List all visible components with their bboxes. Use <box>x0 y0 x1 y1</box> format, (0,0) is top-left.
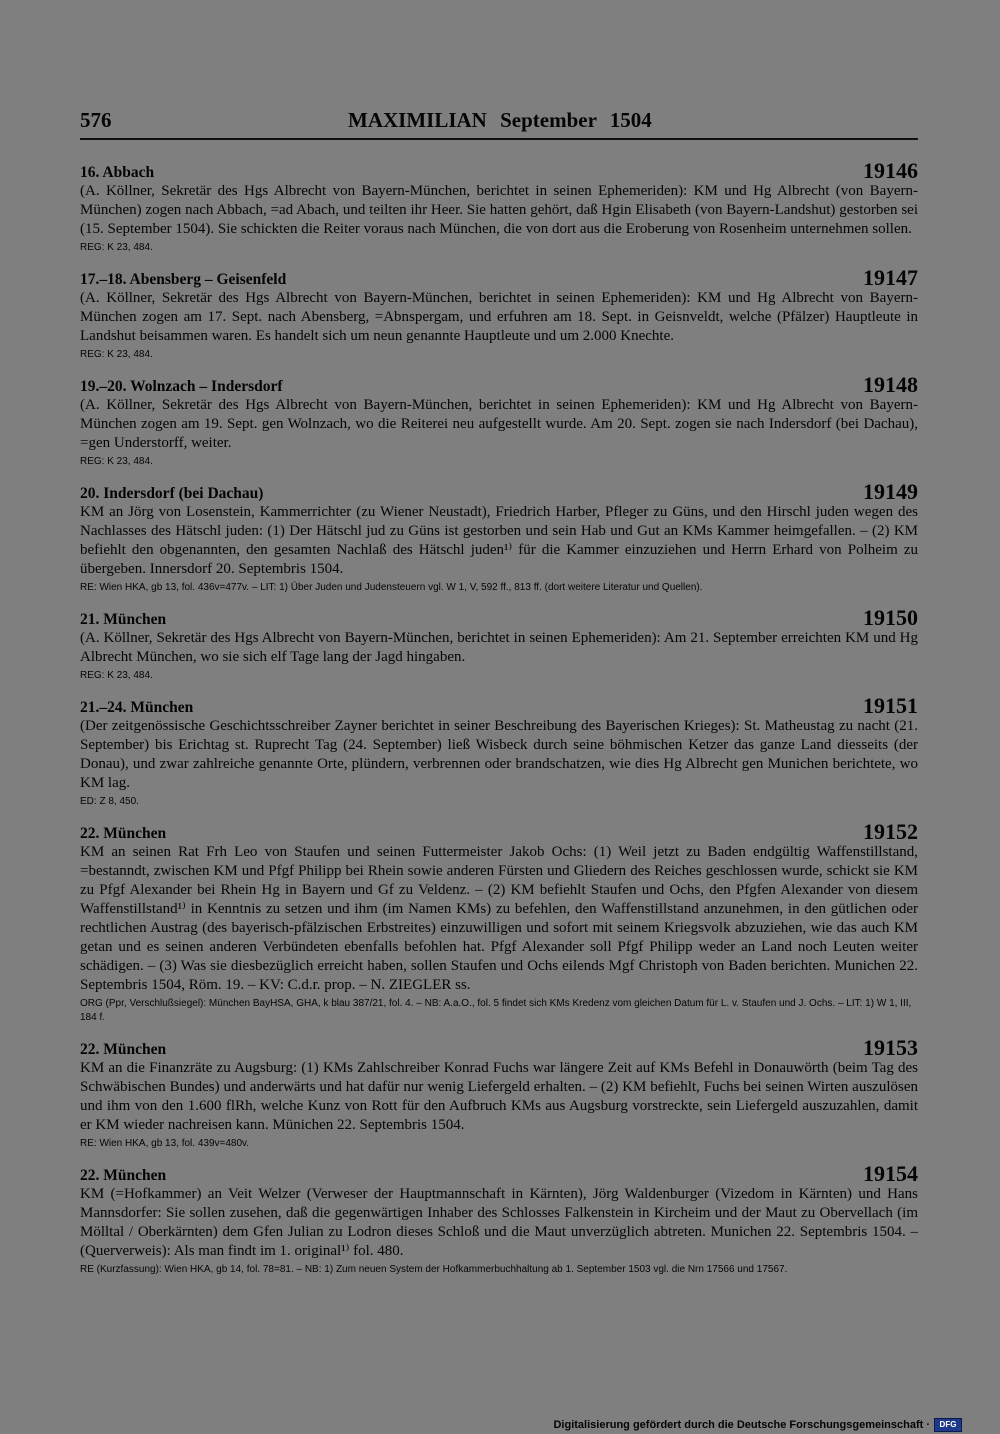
entry-head <box>80 607 918 629</box>
entry-place: 21.–24. München <box>80 699 194 716</box>
entry-text: KM (=Hofkammer) an Veit Welzer (Verweser der Hauptmannschaft in Kärnten), Jörg Waldenburger (Vizedom in Kärnten) und Hans Mannsdorfer: Sie sollen zusehen, daß die gegenwärtigen Inhaber des Schlosses Falkenstein in Kircheim und der Maut zu Obervellach (im Mölltal / Oberkärnten) dem Gfen Julian zu Lodron dieses Schloß und die Maut unverzüglich abtreten. Munichen 22. Septembris 1504. – (Querverweis): Als man findt im 1. original¹⁾ fol. 480. <box>80 1186 918 1259</box>
entry-text: (A. Köllner, Sekretär des Hgs Albrecht von Bayern-München, berichtet in seinen Ephemeriden): Am 21. September erreichten KM und Hg Albrecht München, wo sie sich elf Tage lang der Jagd hingaben. <box>80 630 918 665</box>
entry <box>80 1163 918 1277</box>
entry-reference: ED: Z 8, 450. <box>80 796 139 807</box>
entry-reference: RE: Wien HKA, gb 13, fol. 439v=480v. <box>80 1138 250 1149</box>
entry-head <box>80 1037 918 1059</box>
entry-head <box>80 267 918 289</box>
credit-text: Digitalisierung gefördert durch die Deutsche Forschungsgemeinschaft · <box>553 1419 930 1431</box>
running-title: MAXIMILIAN September 1504 <box>348 108 652 132</box>
entry-text: KM an die Finanzräte zu Augsburg: (1) KMs Zahlschreiber Konrad Fuchs war längere Zeit auf KMs Befehl in Donauwörth (beim Tag des Schwäbischen Bundes) und anderwärts und hat dafür nur wenig Liefergeld erhalten. – (2) KM befiehlt, Fuchs bei seinen Wirten auszulösen und ihm von den 1.600 flRh, welche Kunz von Rott für den Aufbruch KMs aus Augsburg vorstreckte, sein Liefergeld auszuzahlen, damit er KM wieder nachreisen kann. Münichen 22. Septembris 1504. <box>80 1060 918 1133</box>
entry-number: 19146 <box>863 158 918 183</box>
entry-text: (A. Köllner, Sekretär des Hgs Albrecht von Bayern-München, berichtet in seinen Ephemeriden): KM und Hg Albrecht von Bayern-München zogen am 17. Sept. nach Abensberg, =Abnspergam, und erfuhren am 18. Sept. in Geisnveldt, welche (Pfälzer) Hauptleute in Landshut beisammen waren. Es handelt sich um neun genannte Hauptleute und um 2.000 Knechte. <box>80 290 918 344</box>
entry-text: KM an seinen Rat Frh Leo von Staufen und seinen Futtermeister Jakob Ochs: (1) Weil jetzt zu Baden endgültig Waffenstillstand, =bestanndt, zwischen KM und Pfgf Philipp bei Rhein sowie anderen Fürsten und Gliedern des Reiches geschlossen wurde, schickt sie KM zu Pfgf Alexander bei Rhein Hg in Bayern und Gf zu Veldenz. – (2) KM befiehlt Staufen und Ochs, den Pfgfen Alexander von diesem Waffenstillstand¹⁾ in Kenntnis zu setzen und ihm (im Namen KMs) zu befehlen, den Waffenstillstand anzunehmen, in den gütlichen oder rechtlichen Austrag (des bayerisch-pfälzischen Erbstreites) einzuwilligen und sofort mit seinem Kriegsvolk abzuziehen, wie das auch KM getan und es seinen anderen Verbündeten ebenfalls befohlen hat. Pfgf Alexander soll Pfgf Philipp weder an Land noch Leuten weiter schädigen. – (3) Was sie diesbezüglich erreicht haben, sollen Staufen und Ochs eilends Mgf Christoph von Baden berichten. Munichen 22. Septembris 1504, Röm. 19. – KV: C.d.r. prop. – N. ZIEGLER ss. <box>80 844 918 993</box>
entry <box>80 821 918 1025</box>
entry-text: (A. Köllner, Sekretär des Hgs Albrecht von Bayern-München, berichtet in seinen Ephemeriden): KM und Hg Albrecht von Bayern-München zogen am 19. Sept. gen Wolnzach, wo die Reiterei neu aufgestellt wurde. Am 20. Sept. zogen sie nach Indersdorf (bei Dachau), =gen Understorff, weiter. <box>80 397 918 451</box>
entry-number: 19153 <box>863 1035 918 1060</box>
entry-reference: REG: K 23, 484. <box>80 349 153 360</box>
entry-text: (Der zeitgenössische Geschichtsschreiber Zayner berichtet in seiner Beschreibung des Bayerischen Krieges): St. Matheustag zu nacht (21. September) bis Erichtag st. Ruprecht Tag (24. September) ließ Wisbeck durch seine böhmischen Ketzer das ganze Land diesseits (der Donau), und zwar zahlreiche genannte Orte, plündern, verbrennen oder brandschatzen, wie dies Hg Albrecht gen Munichen berichtete, wo KM lag. <box>80 718 918 791</box>
entry-reference: REG: K 23, 484. <box>80 242 153 253</box>
entry-head <box>80 1163 918 1185</box>
entry-number: 19154 <box>863 1161 918 1186</box>
entry-number: 19151 <box>863 693 918 718</box>
entry-place: 19.–20. Wolnzach – Indersdorf <box>80 378 283 395</box>
entry-head <box>80 160 918 182</box>
entry <box>80 1037 918 1151</box>
entry-reference: RE (Kurzfassung): Wien HKA, gb 14, fol. 78=81. – NB: 1) Zum neuen System der Hofkammerbuchhaltung ab 1. September 1503 vgl. die Nrn 17566 und 17567. <box>80 1264 788 1275</box>
entry <box>80 607 918 683</box>
entry-place: 21. München <box>80 611 167 628</box>
page-header <box>80 108 918 140</box>
entry-place: 17.–18. Abensberg – Geisenfeld <box>80 271 287 288</box>
entry-place: 22. München <box>80 825 167 842</box>
entry-place: 16. Abbach <box>80 164 155 181</box>
entry-place: 20. Indersdorf (bei Dachau) <box>80 485 264 502</box>
entry-reference: REG: K 23, 484. <box>80 670 153 681</box>
entry-head <box>80 821 918 843</box>
entry-text: KM an Jörg von Losenstein, Kammerrichter (zu Wiener Neustadt), Friedrich Harber, Pfleger zu Güns, und den Hirschl juden wegen des Nachlasses des Hätschl juden: (1) Der Hätschl jud zu Güns ist gestorben und sein Hab und Gut an KMs Kammer heimgefallen. – (2) KM befiehlt den obgenannten, den gesamten Nachlaß des Hätschl juden¹⁾ für die Kammer einzuziehen und Herrn Erhard von Polheim zu übergeben. Innersdorf 20. Septembris 1504. <box>80 504 918 577</box>
entry-number: 19152 <box>863 819 918 844</box>
entries <box>80 160 918 1289</box>
entry-reference: ORG (Ppr, Verschlußsiegel): München BayHSA, GHA, k blau 387/21, fol. 4. – NB: A.a.O., fol. 5 findet sich KMs Kredenz vom gleichen Datum für L. v. Staufen und J. Ochs. – LIT: 1) W 1, III, 184 f. <box>80 998 912 1023</box>
entry-text: (A. Köllner, Sekretär des Hgs Albrecht von Bayern-München, berichtet in seinen Ephemeriden): KM und Hg Albrecht (von Bayern-München) zogen nach Abbach, =ad Abach, und teilten ihr Heer. Sie hatten gehört, daß Hgin Elisabeth (von Bayern-Landshut) gestorben sei (15. September 1504). Sie schickten die Reiter voraus nach München, die von dort aus die Eroberung von Rosenheim unternehmen sollen. <box>80 183 918 237</box>
entry-head <box>80 374 918 396</box>
entry-reference: RE: Wien HKA, gb 13, fol. 436v=477v. – LIT: 1) Über Juden und Judensteuern vgl. W 1, V, 592 ff., 813 ff. (dort weitere Literatur und Quellen). <box>80 582 703 593</box>
entry <box>80 267 918 362</box>
entry-number: 19150 <box>863 605 918 630</box>
entry-head <box>80 695 918 717</box>
entry-place: 22. München <box>80 1041 167 1058</box>
entry <box>80 374 918 469</box>
dfg-logo-icon: DFG <box>934 1418 962 1432</box>
footer-credit <box>553 1418 962 1432</box>
entry <box>80 695 918 809</box>
entry-number: 19147 <box>863 265 918 290</box>
entry-reference: REG: K 23, 484. <box>80 456 153 467</box>
entry-head <box>80 481 918 503</box>
entry-number: 19149 <box>863 479 918 504</box>
page-number: 576 <box>80 108 112 132</box>
entry-place: 22. München <box>80 1167 167 1184</box>
entry-number: 19148 <box>863 372 918 397</box>
entry <box>80 481 918 595</box>
entry <box>80 160 918 255</box>
